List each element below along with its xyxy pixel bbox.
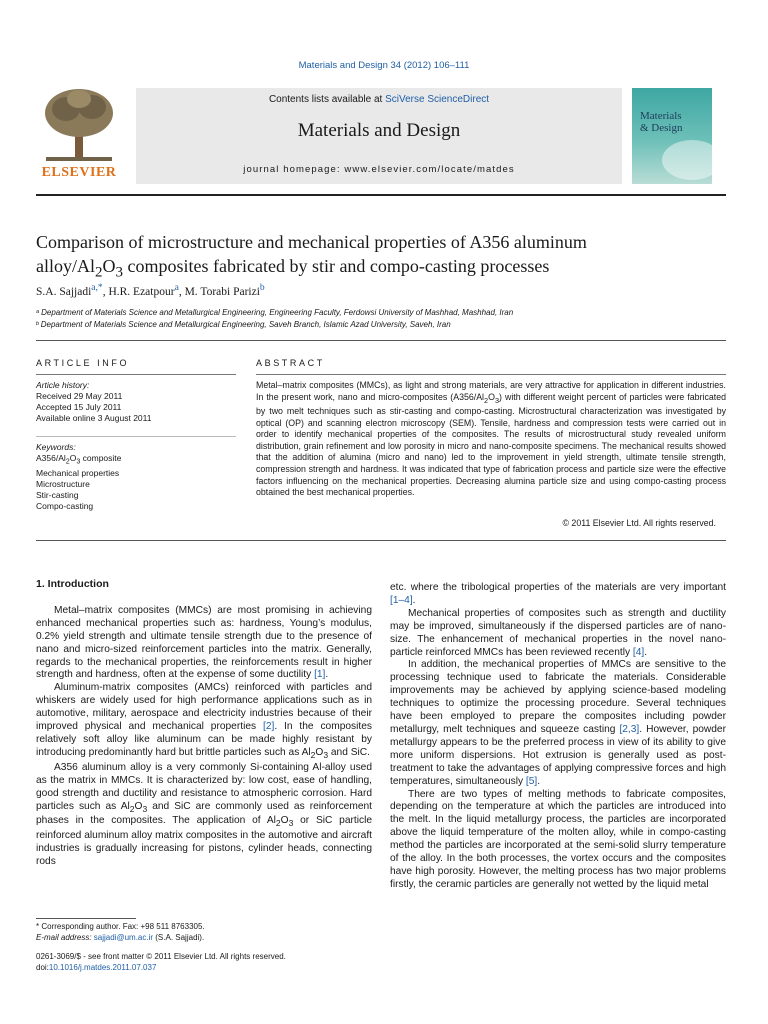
title-text: composites fabricated by stir and compo-casting processes: [123, 256, 550, 276]
body-paragraph: [36, 682, 372, 761]
paragraph-text: . However, powder metallurgy appears to be the preferred process in view of its ability to give more uniform dispersions. Hot extrusion is generally used as post-treatment to take the advantages of applying compressive forces and high temperatures, simultaneously: [390, 723, 726, 787]
abstract-segment: O: [488, 391, 495, 402]
keyword-item: Mechanical properties: [36, 467, 120, 478]
paragraph-text: .: [644, 646, 648, 658]
author-name: H.R. Ezatpour: [108, 285, 175, 298]
keywords-list: [36, 442, 236, 512]
paragraph-text: O: [315, 746, 324, 758]
email-label: E-mail address:: [36, 932, 94, 942]
keyword-item: Stir-casting: [36, 489, 79, 500]
abstract-subscript: 2: [484, 395, 489, 405]
paragraph-text: .: [412, 594, 416, 606]
corresponding-author-note: * Corresponding author. Fax: +98 511 8763305.: [36, 922, 205, 931]
abstract-heading: ABSTRACT: [256, 358, 325, 368]
paragraph-text: A356 aluminum alloy is a very commonly Si-containing Al-alloy used as the matrix in MMCs. It is characterized by: low cost, ease of handling, good strength and ductility and resistance to atmospheric corrosion. Hard particles such as Al: [36, 761, 372, 812]
reference-link[interactable]: [4]: [632, 646, 645, 658]
body-paragraph: [390, 659, 726, 788]
paragraph-subscript: 2: [310, 749, 316, 760]
paragraph-subscript: 3: [323, 749, 329, 760]
paragraph-subscript: 3: [288, 818, 294, 829]
keyword-item: Compo-casting: [36, 500, 94, 511]
body-paragraph: [36, 762, 372, 869]
journal-name: Materials and Design: [297, 120, 461, 141]
cover-title-line: & Design: [640, 122, 683, 134]
article-history: [36, 380, 236, 424]
body-paragraph: There are two types of melting methods to fabricate composites, depending on the temperature at which the particles are introduced into the melt. In the liquid metallurgy process, the particles are incorporated above the liquid temperature of the molten alloy, while in compo-casting method the particles are incorporated at the semi-solid slurry temperature of the alloy. In the both processes, the vortex occurs and the composites have high porosity. However, the melting process has two major problems firstly, the ceramic particles are generally not wetted by the liquid metal: [390, 788, 726, 890]
author-affiliation-marker[interactable]: a: [174, 282, 179, 293]
keyword-text: composite: [80, 453, 122, 463]
title-subscript: 3: [115, 264, 123, 281]
sciencedirect-link[interactable]: SciVerse ScienceDirect: [385, 94, 490, 105]
email-line: [36, 933, 376, 944]
keyword-item: Microstructure: [36, 478, 90, 489]
paragraph-subscript: 3: [142, 803, 148, 814]
bottom-meta: [36, 952, 376, 973]
abstract-divider: [256, 374, 726, 375]
paragraph-text: . In the composites relatively soft alloy like aluminum can be made highly resistant by introducing predominantly hard but brittle particles such as Al: [36, 721, 372, 758]
paragraph-subscript: 2: [129, 803, 135, 814]
body-column-left: [36, 578, 372, 869]
journal-citation[interactable]: Materials and Design 34 (2012) 106–111: [298, 60, 470, 71]
history-received: Received 29 May 2011: [36, 391, 123, 401]
keywords-divider: [36, 436, 236, 437]
article-info-divider: [36, 374, 236, 375]
doi-line: [36, 963, 376, 974]
abstract-segment: Metal–matrix composites (MMCs), as light and strong materials, are very attractive for application in different industries. In the present work, nano and micro-composites (A356/Al: [256, 380, 726, 402]
paper-title: [36, 230, 736, 285]
history-label: Article history:: [36, 380, 90, 390]
paragraph-text: O: [134, 800, 143, 812]
reference-link[interactable]: [2]: [262, 721, 275, 733]
author-name: M. Torabi Parizi: [184, 285, 260, 298]
doi-link[interactable]: 10.1016/j.matdes.2011.07.037: [48, 962, 157, 972]
keyword-text: O: [69, 453, 77, 463]
affiliation-b: ᵇ Department of Materials Science and Metallurgical Engineering, Saveh Branch, Islamic Azad University, Saveh, Iran: [36, 320, 451, 329]
reference-link[interactable]: [2,3]: [619, 723, 640, 735]
title-divider: [36, 340, 726, 341]
footnote: [36, 922, 376, 943]
title-text: alloy/Al: [36, 256, 95, 276]
keyword-item: [36, 453, 236, 468]
paragraph-text: and SiC.: [328, 746, 370, 758]
body-paragraph: [390, 608, 726, 660]
author-affiliation-marker[interactable]: a,*: [91, 282, 103, 293]
header-divider: [36, 194, 726, 196]
paragraph-text: In addition, the mechanical properties of MMCs are sensitive to the processing technique used to fabricate the materials. Considerable improvements may be achieved by applying science-based modeling techniques to optimize the processing procedure. Several techniques have been employed to prepare the composites including powder metallurgy, melt techniques and squeeze casting: [390, 659, 726, 735]
copyright-notice: © 2011 Elsevier Ltd. All rights reserved.: [562, 518, 716, 528]
paragraph-text: or SiC particle reinforced aluminum alloy matrix composites in the automotive and aircraft industries is gradually increasing for pistons, cylinder heads, connecting rods: [36, 815, 372, 868]
title-text: O: [102, 256, 116, 276]
contents-prefix: Contents lists available at: [268, 94, 386, 105]
title-line: [36, 254, 736, 285]
footnote-divider: [36, 918, 136, 919]
keywords-label: Keywords:: [36, 442, 76, 452]
paragraph-text: Metal–matrix composites (MMCs) are most promising in achieving enhanced mechanical properties such as: hardness, Young’s modulus, 0.2% yield strength and ultimate tensile strength due to the presence of nano and micro-sized reinforcement particles into the matrix. Generally, regards to the mechanical properties, the reinforcements result in higher strength and hardness, often at the expense of some ductility: [36, 604, 372, 681]
keyword-subscript: 3: [76, 457, 81, 466]
paragraph-text: Mechanical properties of composites such as strength and ductility may be improved, simultaneously if the dispersed particles are of nano-size. The enhancement of mechanical properties in the novel nano-particle reinforced MMCs has been reviewed recently: [390, 607, 726, 658]
abstract-text: [256, 380, 726, 499]
body-paragraph: [36, 605, 372, 682]
article-info-heading: ARTICLE INFO: [36, 358, 130, 368]
email-link[interactable]: sajjadi@um.ac.ir: [93, 932, 154, 942]
reference-link[interactable]: [1]: [314, 669, 326, 681]
reference-link[interactable]: [1–4]: [390, 594, 413, 606]
paragraph-text: Aluminum-matrix composites (AMCs) reinforced with particles and whiskers are widely used for high performance applications such as in automotive, military, aerospace and electricity industries because of their improved physical and mechanical properties: [36, 682, 372, 733]
cover-title-line: Materials: [640, 110, 682, 122]
abstract-subscript: 3: [494, 395, 500, 405]
body-paragraph: [390, 582, 726, 608]
history-accepted: Accepted 15 July 2011: [36, 402, 122, 412]
keyword-subscript: 2: [65, 457, 70, 466]
reference-link[interactable]: [5]: [525, 775, 538, 787]
paragraph-text: .: [325, 669, 329, 681]
paragraph-text: .: [537, 775, 541, 787]
cover-decoration: [662, 140, 712, 180]
doi-label: doi:: [36, 962, 49, 972]
keyword-text: A356/Al: [36, 453, 66, 463]
paragraph-text: etc. where the tribological properties of the materials are very important: [390, 582, 726, 593]
abstract-segment: ) with different weight percent of particles were fabricated by two melt techniques such as stir-casting and compo-casting. Microstructural characterization was investigated by optical (OP) and scanning electron microscopy (SEM). Tensile, hardness and compression tests were carried out in order to identify mechanical properties of the composites. The results of microstructural study revealed uniform distribution, grain refinement and low porosity in micro and nano-composite specimens. The mechanical results showed that the addition of alumina (micro and nano) led to the improvement in yield strength, ultimate tensile strength, compression strength and hardness. It was indicated that type of fabrication process and particle size were the effective factors influencing on the mechanical properties. Decreasing alumina particle size and using compo-casting process obtained the best mechanical properties.: [256, 391, 726, 498]
issn-line: 0261-3069/$ - see front matter © 2011 Elsevier Ltd. All rights reserved.: [36, 952, 286, 961]
paragraph-text: and SiC are commonly used as reinforcement phases in the composites. The application of Al: [36, 800, 372, 827]
paragraph-text: O: [280, 815, 289, 827]
journal-cover-image: [632, 88, 712, 184]
email-suffix: (S.A. Sajjadi).: [153, 932, 205, 942]
journal-homepage[interactable]: journal homepage: www.elsevier.com/locate/matdes: [243, 164, 515, 175]
affiliation-a: ᵃ Department of Materials Science and Metallurgical Engineering, Engineering Faculty, Ferdowsi University of Mashhad, Mashhad, Iran: [36, 308, 514, 317]
publisher-logo-text: ELSEVIER: [41, 165, 117, 180]
author-affiliation-marker[interactable]: b: [259, 282, 265, 293]
paragraph-subscript: 2: [275, 818, 281, 829]
abstract-bottom-divider: [36, 540, 726, 541]
section-heading-introduction: 1. Introduction: [36, 578, 109, 590]
cover-title: [640, 110, 710, 134]
contents-line: [136, 94, 622, 105]
history-online: Available online 3 August 2011: [36, 413, 152, 423]
author-name: S.A. Sajjadi: [36, 285, 92, 298]
title-subscript: 2: [95, 264, 103, 281]
title-line: Comparison of microstructure and mechanical properties of A356 aluminum: [36, 232, 587, 252]
body-column-right: [390, 582, 726, 892]
author-list: S.A. Sajjadi$^{a,*}$, H.R. Ezatpour$^a$, M. Torabi Parizi$^b$: [36, 282, 265, 298]
